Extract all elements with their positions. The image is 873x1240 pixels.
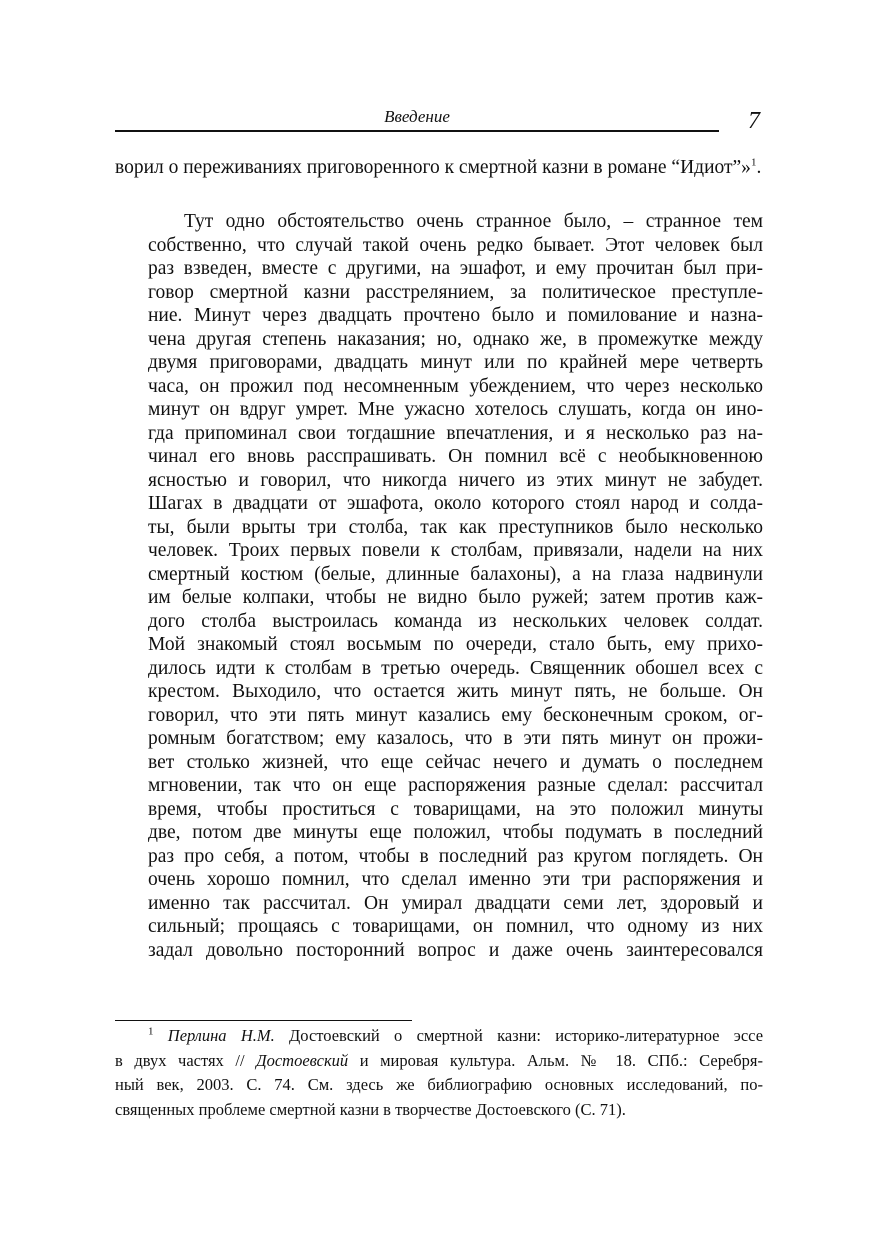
quote-line: гда припоминал свои тогдашние впечатления, и я несколько раз на-	[148, 422, 763, 444]
quote-line: раз про себя, а потом, чтобы в последний раз кругом поглядеть. Он	[148, 845, 763, 867]
quote-line: Тут одно обстоятельство очень странное было, – странное тем	[184, 211, 763, 232]
footnote-rule	[115, 1020, 412, 1021]
quote-line: говор смертной казни расстрелянием, за политическое преступле-	[148, 281, 763, 303]
quote-line: мгновении, так что он еще распоряжения разные сделал: рассчитал	[148, 775, 763, 796]
quote-line: чинал его вновь расспрашивать. Он помнил всё с необыкновенною	[148, 446, 763, 467]
quote-line: Шагах в двадцати от эшафота, около которого стоял народ и солда-	[148, 493, 763, 514]
quote-line: крестом. Выходило, что остается жить минут пять, не больше. Он	[148, 681, 763, 702]
quote-line: ясностью и говорил, что никогда ничего из этих минут не забудет.	[148, 469, 763, 491]
footnote-line	[115, 1049, 763, 1074]
quote-line: двумя приговорами, двадцать минут или по крайней мере четверть	[148, 352, 763, 373]
quote-line: смертный костюм (белые, длинные балахоны), а на глаза надвинули	[148, 563, 763, 585]
footnote-text: Достоевский о смертной казни: историко-литературное эссе	[274, 1026, 764, 1045]
quote-line: две, потом две минуты еще положил, чтобы подумать в последний	[148, 822, 763, 843]
footnote-text: и мировая культура. Альм. № 18. СПб.: Серебря-	[348, 1050, 764, 1070]
quote-line: ромным богатством; ему казалось, что в эти пять минут он прожи-	[148, 728, 763, 749]
footnote-reference[interactable]: 1	[750, 156, 757, 169]
quote-line: ты, были врыты три столба, так как преступников было несколько	[148, 516, 763, 538]
quote-line: очень хорошо помнил, что сделал именно эти три распоряжения и	[148, 869, 763, 890]
quote-line: дилось идти к столбам в третью очередь. Священник обошел всех с	[148, 657, 763, 679]
quote-line: говорил, что эти пять минут казались ему бесконечным сроком, ог-	[148, 704, 763, 726]
quote-line: раз взведен, вместе с другими, на эшафот, и ему прочитан был при-	[148, 258, 763, 279]
quote-line: собственно, что случай такой очень редко бывает. Этот человек был	[148, 234, 763, 256]
lead-end: .	[756, 157, 762, 178]
quote-line: сильный; прощаясь с товарищами, он помнил, что одному из них	[148, 916, 763, 937]
quote-line: Мой знакомый стоял восьмым по очереди, стало быть, ему прихо-	[148, 634, 763, 655]
quote-line: ние. Минут через двадцать прочтено было и помилование и назна-	[148, 305, 763, 326]
block-quote	[148, 210, 763, 962]
footnote-line: священных проблеме смертной казни в творчестве Достоевского (С. 71).	[115, 1099, 626, 1119]
quote-line: именно так рассчитал. Он умирал двадцати семи лет, здоровый и	[148, 892, 763, 914]
quote-line: часа, он прожил под несомненным убеждением, что через несколько	[148, 375, 763, 397]
quote-line: дого столба выстроилась команда из нескольких человек солдат.	[148, 610, 763, 632]
quote-line: минут он вдруг умрет. Мне ужасно хотелось слушать, когда он ино-	[148, 399, 763, 420]
quote-line: человек. Троих первых повели к столбам, привязали, надели на них	[148, 540, 763, 561]
footnote-italic-title: Достоевский	[256, 1050, 349, 1070]
quote-line: время, чтобы проститься с товарищами, на это положил минуты	[148, 798, 763, 820]
quote-line: задал довольно посторонний вопрос и даже очень заинтересовался	[148, 939, 763, 961]
footnote-author: Перлина Н.М.	[167, 1026, 275, 1045]
footnote-line: ный век, 2003. С. 74. См. здесь же библиографию основных исследований, по-	[115, 1075, 763, 1094]
footnote-line	[115, 1024, 763, 1049]
footnote-marker: 1	[148, 1025, 154, 1038]
header-rule	[115, 130, 719, 132]
lead-text: ворил о переживаниях приговоренного к смертной казни в романе “Идиот”»	[115, 157, 751, 178]
page-number: 7	[748, 108, 760, 134]
footnote-text: в двух частях //	[115, 1050, 257, 1070]
running-header-title: Введение	[384, 107, 450, 126]
quote-line: вет столько жизней, что еще сейчас нечего и думать о последнем	[148, 751, 763, 773]
lead-paragraph	[115, 156, 763, 180]
footnote	[115, 1024, 763, 1122]
quote-line: чена другая степень наказания; но, однако же, в промежутке между	[148, 328, 763, 350]
quote-line: им белые колпаки, чтобы не видно было ружей; затем против каж-	[148, 587, 763, 608]
